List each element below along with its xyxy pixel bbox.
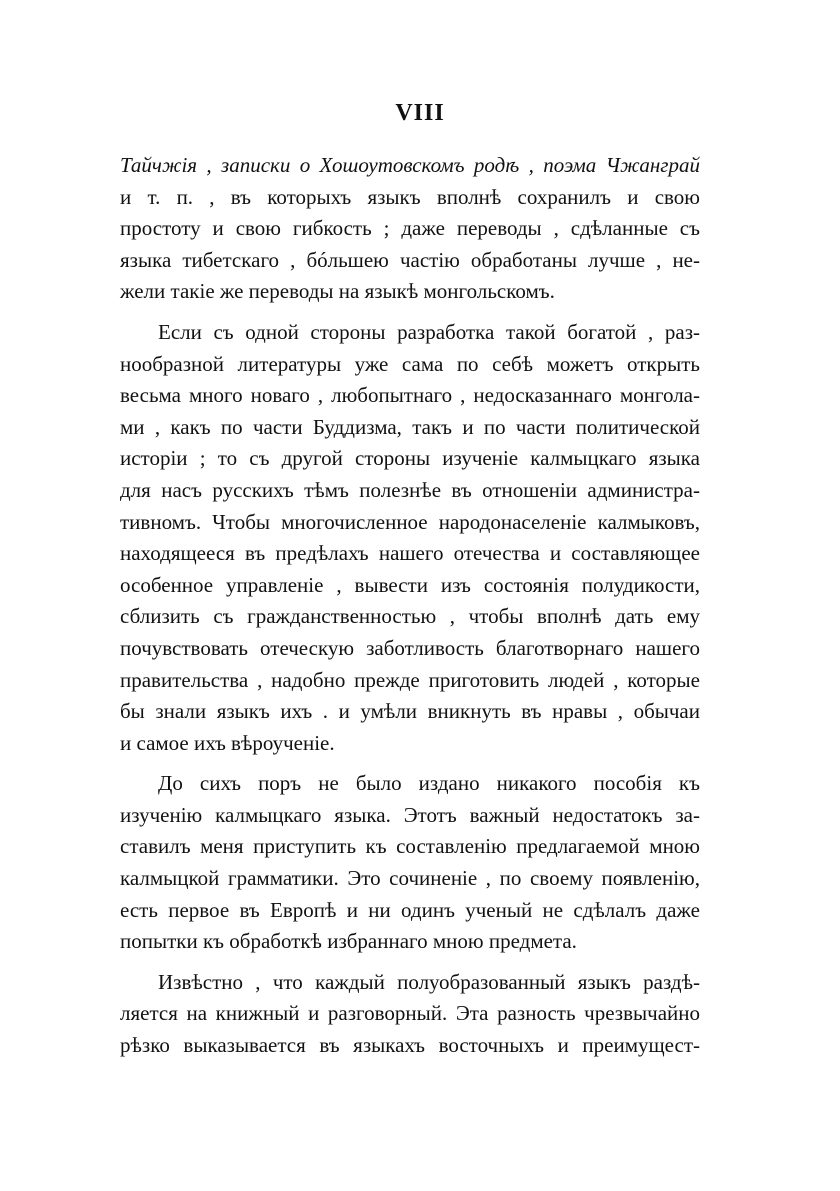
text-line: жели такiе же переводы на языкѣ монгольскомъ.	[120, 279, 555, 304]
text-line: особенное управленiе , вывести изъ состоянiя полудикости,	[120, 572, 700, 597]
text-line: ставилъ меня приступить къ составленiю предлагаемой мною	[120, 834, 700, 859]
paragraph	[120, 967, 700, 1062]
text-line: ляется на книжный и разговорный. Эта разность чрезвычайно	[120, 1001, 700, 1026]
text-line: находящееся въ предѣлахъ нашего отечества и составляющее	[120, 541, 700, 566]
text-line: исторiи ; то съ другой стороны изученiе калмыцкаго языка	[120, 446, 700, 471]
text-line: простоту и свою гибкость ; даже переводы , сдѣланные съ	[120, 216, 700, 241]
text-line: сблизить съ гражданственностью , чтобы вполнѣ дать ему	[120, 604, 700, 629]
text-line: Извѣстно , что каждый полуобразованный языкъ раздѣ-	[158, 969, 700, 994]
text-line: тивномъ. Чтобы многочисленное народонаселенiе калмыковъ,	[120, 509, 700, 534]
body-text	[120, 150, 700, 1062]
text-line: для насъ русскихъ тѣмъ полезнѣе въ отношенiи администра-	[120, 477, 700, 502]
text-line: и самое ихъ вѣроученiе.	[120, 730, 335, 755]
text-line: есть первое въ Европѣ и ни одинъ ученый не сдѣлалъ даже	[120, 897, 700, 922]
paragraph	[120, 317, 700, 759]
text-line: попытки къ обработкѣ избраннаго мною предмета.	[120, 929, 577, 954]
text-line: языка тибетскаго , бóльшею частiю обработаны лучше , не-	[120, 247, 700, 272]
text-line: весьма много новаго , любопытнаго , недосказаннаго монгола-	[120, 383, 700, 408]
text-line: Тайчжiя , записки о Хошоутовскомъ родѣ , поэма Чжанграй	[120, 153, 700, 177]
paragraph	[120, 150, 700, 308]
text-line: рѣзко выказывается въ языкахъ восточныхъ и преимущест-	[120, 1033, 700, 1058]
text-line: калмыцкой грамматики. Это сочиненiе , по своему появленiю,	[120, 866, 700, 891]
text-line: бы знали языкъ ихъ . и умѣли вникнуть въ нравы , обычаи	[120, 699, 700, 724]
text-line: Если съ одной стороны разработка такой богатой , раз-	[158, 319, 700, 344]
text-line: и т. п. , въ которыхъ языкъ вполнѣ сохранилъ и свою	[120, 184, 700, 209]
text-line: изученiю калмыцкаго языка. Этотъ важный недостатокъ за-	[120, 802, 700, 827]
text-line: До сихъ поръ не было издано никакого пособiя къ	[158, 771, 700, 796]
text-line: нообразной литературы уже сама по себѣ можетъ открыть	[120, 351, 700, 376]
text-line: ми , какъ по части Буддизма, такъ и по части политической	[120, 414, 700, 439]
paragraph	[120, 768, 700, 958]
page-number: VIII	[395, 100, 445, 126]
text-line: почувствовать отеческую заботливость благотворнаго нашего	[120, 635, 700, 660]
text-line: правительства , надобно прежде приготовить людей , которые	[120, 667, 700, 692]
